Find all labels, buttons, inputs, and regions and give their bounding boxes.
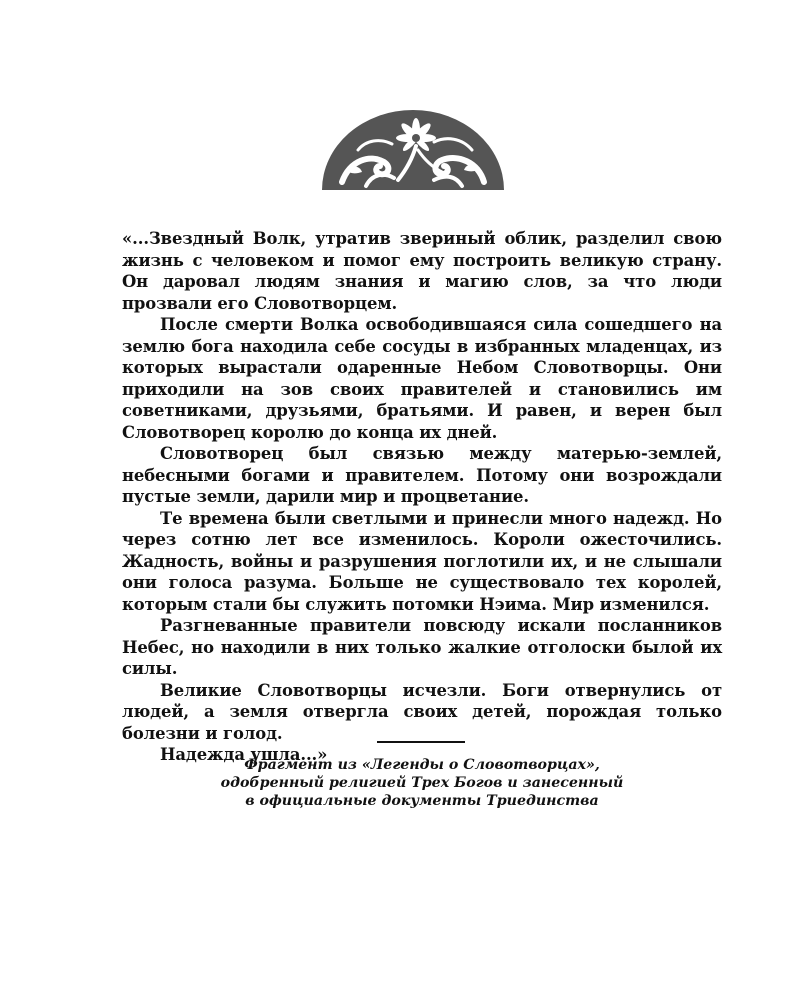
paragraph: Разгневанные правители повсюду искали посланников Небес, но находили в них только жалкие отголоски былой их силы.	[122, 616, 722, 678]
source-caption	[122, 756, 722, 810]
caption-line: одобренный религией Трех Богов и занесенный	[220, 775, 624, 791]
divider-line	[377, 741, 465, 743]
legend-text	[122, 228, 722, 766]
paragraph: Те времена были светлыми и принесли много надежд. Но через сотню лет все изменилось. Короли ожесточились. Жадность, войны и разрушения поглотили их, и не слышали они голоса разума. Больше не существовало тех королей, которым стали бы служить потомки Нэима. Мир изменился.	[122, 508, 722, 614]
paragraph: «...Звездный Волк, утратив звериный облик, разделил свою жизнь с человеком и помог ему построить великую страну. Он даровал людям знания и магию слов, за что люди прозвали его Словотворцем.	[122, 229, 722, 313]
caption-line: Фрагмент из «Легенды о Словотворцах»,	[244, 757, 600, 773]
paragraph: Надежда ушла...»	[160, 745, 328, 764]
floral-ornament-icon	[322, 110, 504, 190]
paragraph: Словотворец был связью между матерью-землей, небесными богами и правителем. Потому они возрождали пустые земли, дарили мир и процветание.	[122, 444, 722, 506]
caption-line: в официальные документы Триединства	[245, 793, 599, 809]
paragraph: Великие Словотворцы исчезли. Боги отвернулись от людей, а земля отвергла своих детей, порождая только болезни и голод.	[122, 680, 722, 743]
paragraph: После смерти Волка освободившаяся сила сошедшего на землю бога находила себе сосуды в избранных младенцах, из которых вырастали одаренные Небом Словотворцы. Они приходили на зов своих правителей и становились им советниками, друзьями, братьями. И равен, и верен был Словотворец королю до конца их дней.	[122, 315, 722, 442]
